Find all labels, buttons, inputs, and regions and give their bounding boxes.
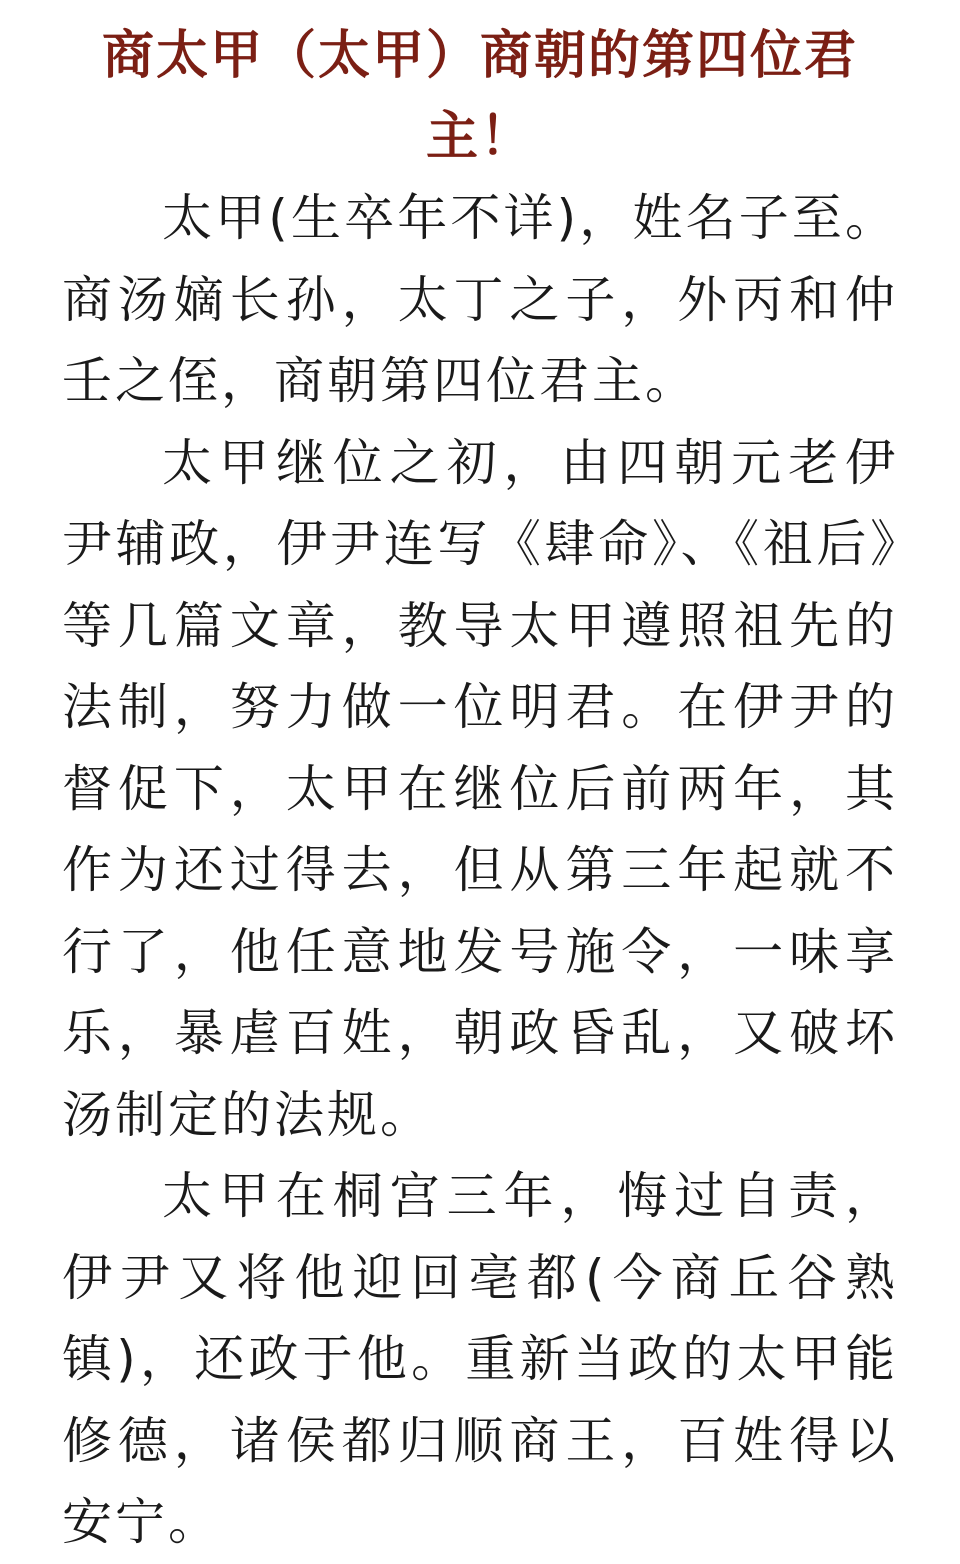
paragraph-1: 太甲(生卒年不详)，姓名子至。商汤嫡长孙，太丁之子，外丙和仲壬之侄，商朝第四位君主。: [62, 189, 898, 410]
article-title: 商太甲（太甲）商朝的第四位君主！: [102, 26, 859, 167]
article: [62, 16, 898, 1564]
paragraph-2: 太甲继位之初，由四朝元老伊尹辅政，伊尹连写《肆命》、《祖后》等几篇文章，教导太甲遵照祖先的法制，努力做一位明君。在伊尹的督促下，太甲在继位后前两年，其作为还过得去，但从第三年起就不行了，他任意地发号施令，一味享乐，暴虐百姓，朝政昏乱，又破坏汤制定的法规。: [62, 433, 898, 1144]
paragraph-3: 太甲在桐宫三年，悔过自责，伊尹又将他迎回亳都(今商丘谷熟镇)，还政于他。重新当政的太甲能修德，诸侯都归顺商王，百姓得以安宁。: [62, 1167, 898, 1551]
